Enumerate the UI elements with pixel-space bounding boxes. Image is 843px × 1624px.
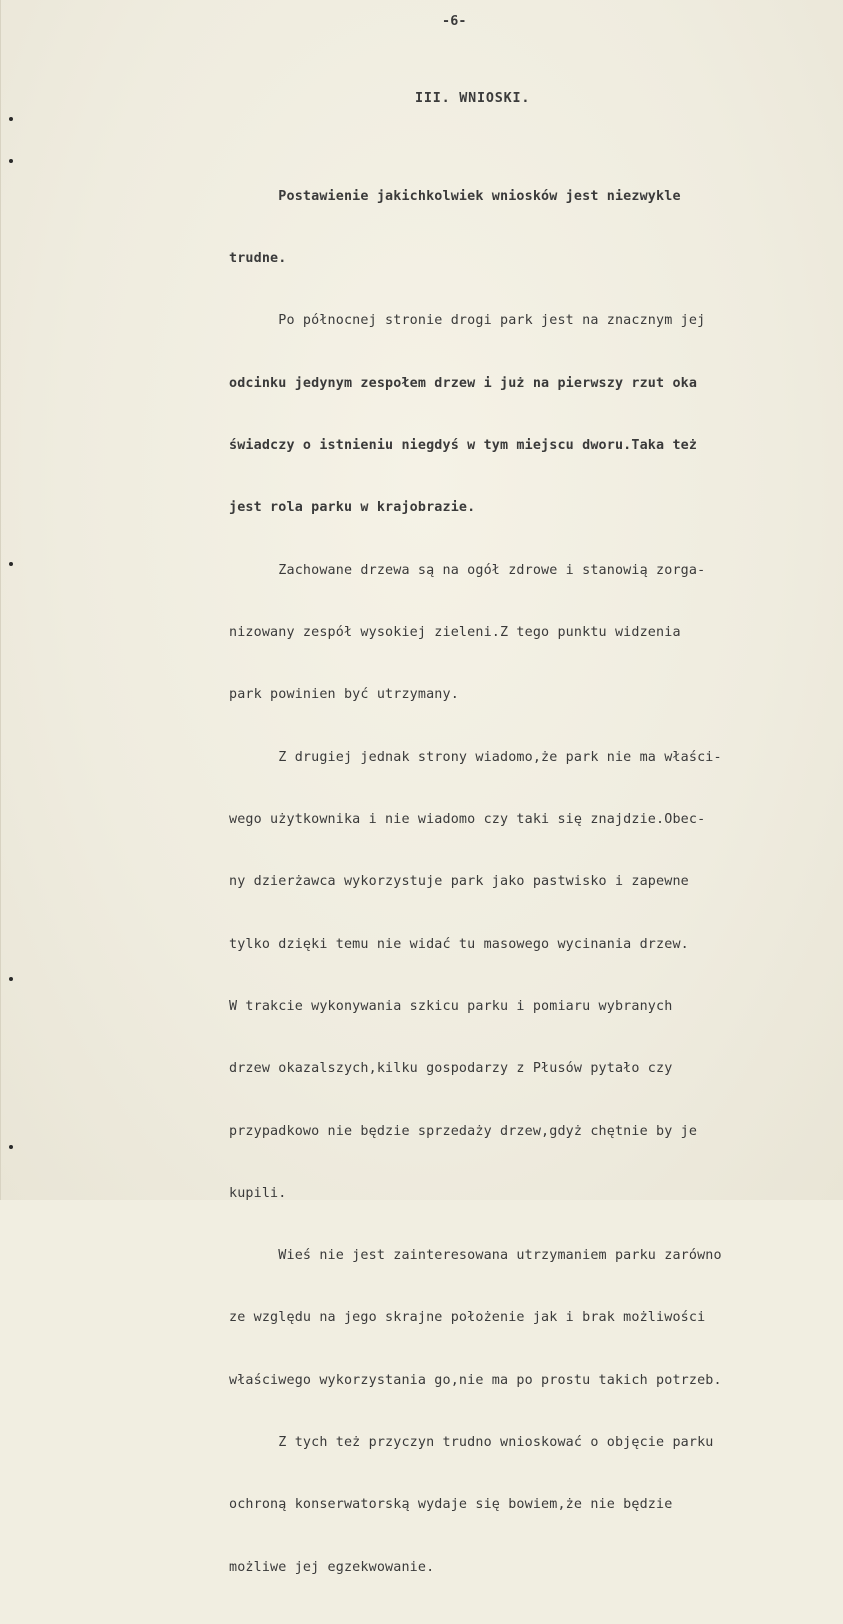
text-line: Zachowane drzewa są na ogół zdrowe i stanowią zorga- bbox=[229, 562, 706, 578]
text-line: przypadkowo nie będzie sprzedaży drzew,gdyż chętnie by je bbox=[229, 1123, 698, 1139]
text-line: możliwe jej egzekwowanie. bbox=[229, 1559, 435, 1575]
text-line: świadczy o istnieniu niegdyś w tym miejscu dworu.Taka też bbox=[229, 438, 698, 454]
punch-hole-mark bbox=[9, 159, 13, 163]
punch-hole-mark bbox=[9, 562, 13, 566]
text-line: drzew okazalszych,kilku gospodarzy z Płusów pytało czy bbox=[229, 1061, 673, 1077]
punch-hole-mark bbox=[9, 1145, 13, 1149]
text-line: nizowany zespół wysokiej zieleni.Z tego punktu widzenia bbox=[229, 625, 681, 640]
text-line: ny dzierżawca wykorzystuje park jako pastwisko i zapewne bbox=[229, 874, 689, 890]
text-line: ze względu na jego skrajne położenie jak i brak możliwości bbox=[229, 1310, 706, 1326]
body-text bbox=[229, 163, 839, 1623]
text-line: Po północnej stronie drogi park jest na znacznym jej bbox=[229, 313, 706, 329]
text-line: trudne. bbox=[229, 251, 287, 267]
punch-hole-mark bbox=[9, 977, 13, 981]
text-line: Z tych też przyczyn trudno wnioskować o objęcie parku bbox=[229, 1435, 714, 1451]
text-line: kupili. bbox=[229, 1185, 287, 1201]
text-line: Wieś nie jest zainteresowana utrzymaniem parku zarówno bbox=[229, 1248, 722, 1264]
text-line: ochroną konserwatorską wydaje się bowiem,że nie będzie bbox=[229, 1497, 673, 1513]
section-heading: III. WNIOSKI. bbox=[415, 91, 531, 106]
text-line: park powinien być utrzymany. bbox=[229, 687, 459, 703]
text-line: jest rola parku w krajobrazie. bbox=[229, 500, 476, 516]
page-edge bbox=[0, 0, 1, 1200]
text-line: Z drugiej jednak strony wiadomo,że park nie ma właści- bbox=[229, 749, 722, 765]
text-line: odcinku jedynym zespołem drzew i już na pierwszy rzut oka bbox=[229, 375, 698, 391]
text-line: właściwego wykorzystania go,nie ma po prostu takich potrzeb. bbox=[229, 1372, 722, 1388]
text-line: wego użytkownika i nie wiadomo czy taki się znajdzie.Obec- bbox=[229, 811, 706, 827]
punch-hole-mark bbox=[9, 117, 13, 121]
text-line: W trakcie wykonywania szkicu parku i pomiaru wybranych bbox=[229, 998, 673, 1014]
text-line: Postawienie jakichkolwiek wniosków jest niezwykle bbox=[229, 188, 681, 204]
page-number: -6- bbox=[442, 14, 467, 29]
text-line: tylko dzięki temu nie widać tu masowego wycinania drzew. bbox=[229, 936, 689, 952]
